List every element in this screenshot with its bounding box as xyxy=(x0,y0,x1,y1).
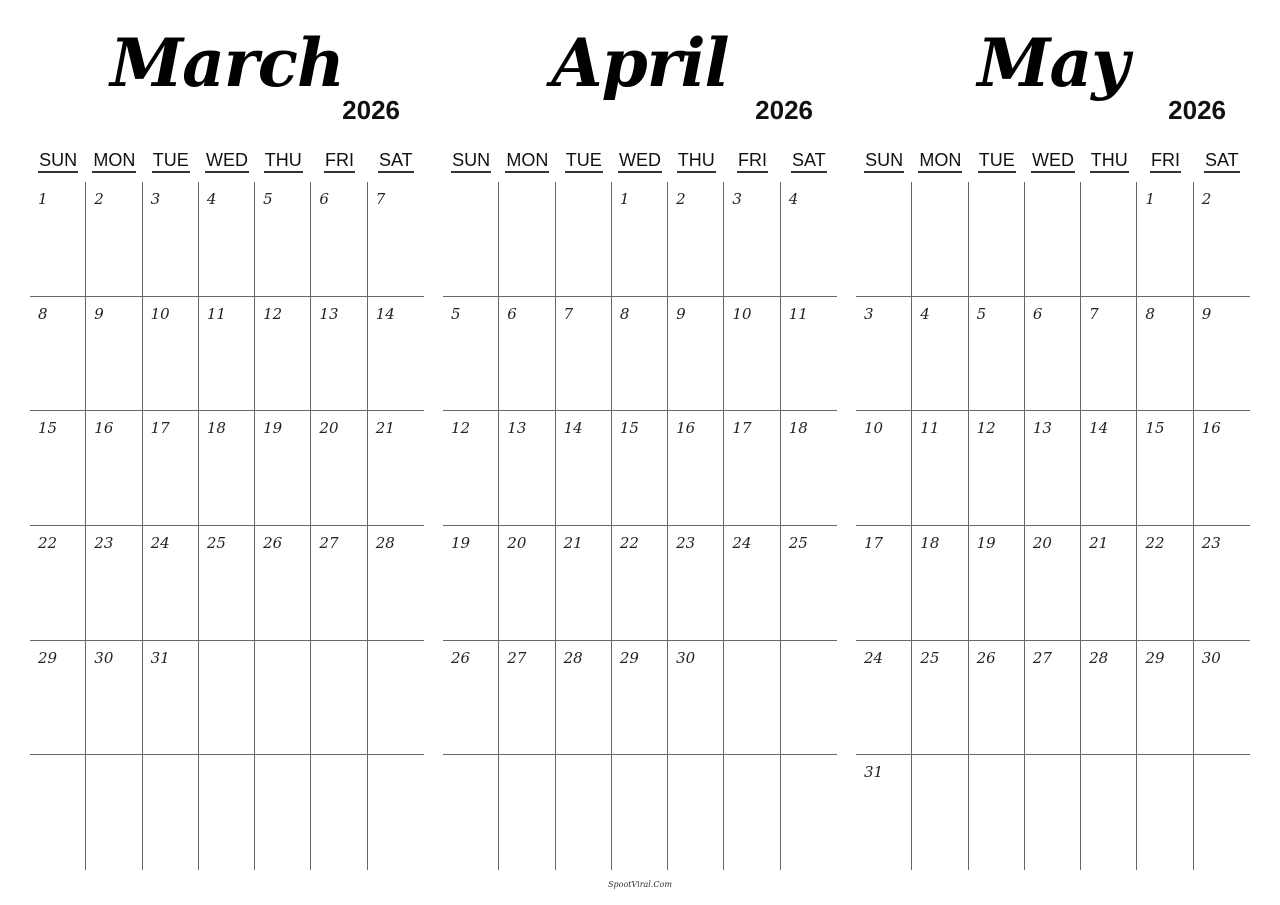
day-cell xyxy=(969,755,1025,870)
day-number: 13 xyxy=(1032,419,1052,438)
weekday-text: MON xyxy=(505,150,549,173)
day-cell xyxy=(1194,526,1250,641)
day-cell xyxy=(912,755,968,870)
day-number: 2 xyxy=(676,190,686,208)
day-number: 24 xyxy=(732,533,752,552)
day-number: 19 xyxy=(976,533,996,552)
day-cell xyxy=(255,526,311,641)
day-number: 29 xyxy=(38,648,58,667)
day-cell xyxy=(1081,297,1137,412)
day-cell xyxy=(912,641,968,756)
day-number: 15 xyxy=(1145,419,1165,438)
weekday-text: FRI xyxy=(324,150,355,173)
day-cell xyxy=(368,411,424,526)
day-number: 18 xyxy=(206,419,226,438)
day-cell xyxy=(443,526,499,641)
day-cell xyxy=(969,297,1025,412)
month-title: April xyxy=(551,24,729,102)
weekday-text: WED xyxy=(1031,150,1075,173)
day-cell xyxy=(856,755,912,870)
day-number: 11 xyxy=(206,304,226,323)
day-number: 26 xyxy=(263,533,283,552)
day-number: 7 xyxy=(563,304,574,323)
day-cell xyxy=(1025,297,1081,412)
day-cell xyxy=(499,411,555,526)
day-number: 14 xyxy=(1089,419,1109,438)
day-cell xyxy=(368,641,424,756)
weekday-header-row xyxy=(443,150,837,178)
day-cell xyxy=(443,182,499,297)
day-number: 19 xyxy=(263,419,283,438)
day-cell xyxy=(724,297,780,412)
day-cell xyxy=(368,297,424,412)
month-panel-april xyxy=(443,0,837,905)
month-title: March xyxy=(110,24,344,102)
day-cell xyxy=(368,182,424,297)
day-grid xyxy=(30,182,424,870)
day-number: 18 xyxy=(920,533,940,552)
weekday-text: WED xyxy=(618,150,662,173)
day-cell xyxy=(1081,641,1137,756)
day-cell xyxy=(612,755,668,870)
day-number: 25 xyxy=(920,648,940,667)
day-number: 21 xyxy=(1089,533,1109,552)
day-cell xyxy=(668,182,724,297)
day-cell xyxy=(856,526,912,641)
day-cell xyxy=(255,755,311,870)
day-cell xyxy=(1081,755,1137,870)
day-cell xyxy=(86,755,142,870)
day-cell xyxy=(499,526,555,641)
weekday-text: MON xyxy=(918,150,962,173)
day-number: 5 xyxy=(263,190,273,208)
day-cell xyxy=(1025,526,1081,641)
day-number: 31 xyxy=(864,763,884,782)
weekday-text: SUN xyxy=(451,150,491,173)
day-number: 9 xyxy=(1201,304,1212,323)
day-cell xyxy=(724,755,780,870)
day-cell xyxy=(30,641,86,756)
day-cell xyxy=(143,297,199,412)
day-cell xyxy=(969,641,1025,756)
weekday-label xyxy=(781,150,837,178)
weekday-text: SAT xyxy=(378,150,414,173)
day-cell xyxy=(1081,526,1137,641)
month-title: May xyxy=(977,24,1129,102)
day-cell xyxy=(30,297,86,412)
day-cell xyxy=(1194,297,1250,412)
day-number: 10 xyxy=(732,304,752,323)
day-cell xyxy=(311,182,367,297)
day-cell xyxy=(724,411,780,526)
day-cell xyxy=(612,641,668,756)
weekday-text: SAT xyxy=(791,150,827,173)
day-number: 15 xyxy=(619,419,639,438)
day-grid xyxy=(443,182,837,870)
day-cell xyxy=(1137,526,1193,641)
day-cell xyxy=(255,182,311,297)
day-cell xyxy=(255,297,311,412)
day-cell xyxy=(86,641,142,756)
day-cell xyxy=(30,526,86,641)
day-number: 31 xyxy=(150,648,170,667)
weekday-label xyxy=(856,150,912,178)
day-number: 9 xyxy=(94,304,104,323)
weekday-text: TUE xyxy=(565,150,603,173)
day-number: 1 xyxy=(38,190,48,208)
day-cell xyxy=(443,411,499,526)
weekday-text: THU xyxy=(1090,150,1129,173)
day-cell xyxy=(143,182,199,297)
day-cell xyxy=(1025,755,1081,870)
day-cell xyxy=(781,297,837,412)
day-cell xyxy=(856,182,912,297)
weekday-label xyxy=(668,150,724,178)
weekday-label xyxy=(443,150,499,178)
day-cell xyxy=(856,297,912,412)
day-cell xyxy=(255,411,311,526)
day-number: 3 xyxy=(864,304,874,323)
weekday-label xyxy=(368,150,424,178)
day-number: 3 xyxy=(150,190,161,208)
day-cell xyxy=(311,411,367,526)
day-cell xyxy=(969,411,1025,526)
weekday-text: SUN xyxy=(38,150,78,173)
day-cell xyxy=(969,526,1025,641)
day-number: 20 xyxy=(1032,533,1052,552)
weekday-header-row xyxy=(30,150,424,178)
day-cell xyxy=(781,755,837,870)
day-cell xyxy=(781,411,837,526)
day-number: 27 xyxy=(319,533,339,552)
day-cell xyxy=(969,182,1025,297)
day-number: 5 xyxy=(451,304,461,323)
day-number: 6 xyxy=(319,190,329,208)
day-cell xyxy=(255,641,311,756)
day-number: 13 xyxy=(319,304,339,323)
day-number: 8 xyxy=(38,304,48,323)
weekday-label xyxy=(556,150,612,178)
day-cell xyxy=(668,755,724,870)
day-cell xyxy=(86,526,142,641)
day-number: 16 xyxy=(94,419,114,438)
day-number: 6 xyxy=(1032,304,1043,323)
month-panel-march xyxy=(30,0,424,905)
day-cell xyxy=(443,297,499,412)
day-number: 30 xyxy=(1201,648,1221,667)
day-cell xyxy=(199,641,255,756)
day-cell xyxy=(311,526,367,641)
day-number: 12 xyxy=(263,304,283,323)
day-number: 16 xyxy=(676,419,696,438)
day-cell xyxy=(1137,182,1193,297)
day-number: 7 xyxy=(375,190,386,208)
day-number: 17 xyxy=(864,533,884,552)
day-number: 23 xyxy=(676,533,696,552)
day-cell xyxy=(612,411,668,526)
day-cell xyxy=(724,182,780,297)
day-cell xyxy=(1194,182,1250,297)
day-cell xyxy=(30,411,86,526)
day-cell xyxy=(668,526,724,641)
weekday-label xyxy=(199,150,255,178)
day-cell xyxy=(199,526,255,641)
weekday-text: WED xyxy=(205,150,249,173)
day-grid xyxy=(856,182,1250,870)
day-cell xyxy=(499,182,555,297)
day-number: 22 xyxy=(619,533,639,552)
day-number: 5 xyxy=(976,304,987,323)
day-number: 7 xyxy=(1089,304,1099,323)
day-number: 3 xyxy=(732,190,742,208)
day-cell xyxy=(856,411,912,526)
day-number: 14 xyxy=(375,304,395,323)
day-cell xyxy=(1137,641,1193,756)
day-cell xyxy=(612,182,668,297)
day-number: 29 xyxy=(1145,648,1165,667)
day-number: 12 xyxy=(451,419,471,438)
weekday-label xyxy=(255,150,311,178)
day-cell xyxy=(499,297,555,412)
weekday-header-row xyxy=(856,150,1250,178)
footer-credit: SpootViral.Com xyxy=(608,880,672,889)
day-number: 4 xyxy=(788,190,799,208)
day-number: 24 xyxy=(150,533,170,552)
weekday-label xyxy=(30,150,86,178)
day-number: 26 xyxy=(451,648,471,667)
weekday-label xyxy=(1025,150,1081,178)
day-cell xyxy=(1194,641,1250,756)
day-number: 22 xyxy=(38,533,58,552)
day-cell xyxy=(143,411,199,526)
weekday-text: FRI xyxy=(737,150,768,173)
day-number: 1 xyxy=(619,190,630,208)
day-cell xyxy=(556,526,612,641)
weekday-label xyxy=(969,150,1025,178)
weekday-text: FRI xyxy=(1150,150,1181,173)
day-number: 14 xyxy=(563,419,583,438)
day-number: 11 xyxy=(788,304,808,323)
day-cell xyxy=(311,297,367,412)
day-cell xyxy=(1081,411,1137,526)
day-cell xyxy=(724,526,780,641)
day-number: 6 xyxy=(507,304,517,323)
weekday-text: SAT xyxy=(1204,150,1240,173)
weekday-label xyxy=(86,150,142,178)
day-number: 19 xyxy=(451,533,471,552)
day-number: 27 xyxy=(1032,648,1052,667)
day-cell xyxy=(1081,182,1137,297)
day-number: 10 xyxy=(150,304,170,323)
weekday-text: TUE xyxy=(152,150,190,173)
day-cell xyxy=(781,641,837,756)
day-cell xyxy=(143,641,199,756)
day-cell xyxy=(30,182,86,297)
day-cell xyxy=(1137,297,1193,412)
day-cell xyxy=(912,411,968,526)
day-cell xyxy=(199,755,255,870)
day-cell xyxy=(86,182,142,297)
day-number: 25 xyxy=(788,533,808,552)
day-cell xyxy=(499,755,555,870)
day-number: 15 xyxy=(38,419,58,438)
day-cell xyxy=(556,755,612,870)
day-cell xyxy=(781,526,837,641)
day-number: 18 xyxy=(788,419,808,438)
day-number: 28 xyxy=(563,648,583,667)
weekday-label xyxy=(912,150,968,178)
day-cell xyxy=(1194,411,1250,526)
day-number: 2 xyxy=(94,190,104,208)
day-number: 17 xyxy=(732,419,752,438)
day-number: 21 xyxy=(563,533,583,552)
day-cell xyxy=(311,641,367,756)
weekday-label xyxy=(499,150,555,178)
day-number: 21 xyxy=(375,419,395,438)
day-cell xyxy=(443,641,499,756)
day-cell xyxy=(612,526,668,641)
day-number: 29 xyxy=(619,648,639,667)
weekday-text: THU xyxy=(264,150,303,173)
day-number: 22 xyxy=(1145,533,1165,552)
day-cell xyxy=(912,526,968,641)
day-number: 28 xyxy=(1089,648,1109,667)
day-cell xyxy=(143,755,199,870)
day-number: 28 xyxy=(375,533,395,552)
day-number: 1 xyxy=(1145,190,1155,208)
weekday-text: MON xyxy=(92,150,136,173)
day-cell xyxy=(668,641,724,756)
day-cell xyxy=(86,297,142,412)
day-number: 10 xyxy=(864,419,884,438)
weekday-label xyxy=(143,150,199,178)
day-number: 20 xyxy=(319,419,339,438)
day-cell xyxy=(199,411,255,526)
day-number: 30 xyxy=(676,648,696,667)
day-cell xyxy=(1025,641,1081,756)
day-number: 20 xyxy=(507,533,527,552)
day-cell xyxy=(556,641,612,756)
day-cell xyxy=(668,411,724,526)
month-panel-may xyxy=(856,0,1250,905)
day-cell xyxy=(199,297,255,412)
day-number: 4 xyxy=(920,304,930,323)
day-number: 8 xyxy=(619,304,630,323)
day-cell xyxy=(368,755,424,870)
day-cell xyxy=(86,411,142,526)
day-number: 23 xyxy=(94,533,114,552)
day-cell xyxy=(781,182,837,297)
day-number: 23 xyxy=(1201,533,1221,552)
day-cell xyxy=(1137,755,1193,870)
day-cell xyxy=(1025,411,1081,526)
day-cell xyxy=(1194,755,1250,870)
day-cell xyxy=(30,755,86,870)
day-cell xyxy=(1137,411,1193,526)
month-year: 2026 xyxy=(342,95,400,125)
day-number: 11 xyxy=(920,419,940,438)
day-number: 24 xyxy=(864,648,884,667)
day-number: 26 xyxy=(976,648,996,667)
day-cell xyxy=(856,641,912,756)
day-cell xyxy=(556,411,612,526)
day-cell xyxy=(143,526,199,641)
day-number: 27 xyxy=(507,648,527,667)
month-year: 2026 xyxy=(1168,95,1226,125)
day-number: 4 xyxy=(206,190,217,208)
weekday-label xyxy=(1137,150,1193,178)
weekday-text: SUN xyxy=(864,150,904,173)
weekday-label xyxy=(1081,150,1137,178)
day-cell xyxy=(912,297,968,412)
day-cell xyxy=(724,641,780,756)
day-number: 16 xyxy=(1201,419,1221,438)
weekday-text: THU xyxy=(677,150,716,173)
weekday-label xyxy=(1194,150,1250,178)
day-number: 12 xyxy=(976,419,996,438)
day-cell xyxy=(1025,182,1081,297)
day-cell xyxy=(368,526,424,641)
weekday-text: TUE xyxy=(978,150,1016,173)
day-cell xyxy=(668,297,724,412)
month-year: 2026 xyxy=(755,95,813,125)
day-cell xyxy=(556,182,612,297)
day-number: 17 xyxy=(150,419,170,438)
day-number: 8 xyxy=(1145,304,1155,323)
day-cell xyxy=(556,297,612,412)
day-cell xyxy=(912,182,968,297)
day-number: 30 xyxy=(94,648,114,667)
day-number: 9 xyxy=(676,304,686,323)
day-number: 13 xyxy=(507,419,527,438)
weekday-label xyxy=(311,150,367,178)
weekday-label xyxy=(724,150,780,178)
day-number: 25 xyxy=(206,533,226,552)
day-cell xyxy=(499,641,555,756)
day-number: 2 xyxy=(1201,190,1212,208)
day-cell xyxy=(443,755,499,870)
day-cell xyxy=(612,297,668,412)
weekday-label xyxy=(612,150,668,178)
day-cell xyxy=(311,755,367,870)
day-cell xyxy=(199,182,255,297)
